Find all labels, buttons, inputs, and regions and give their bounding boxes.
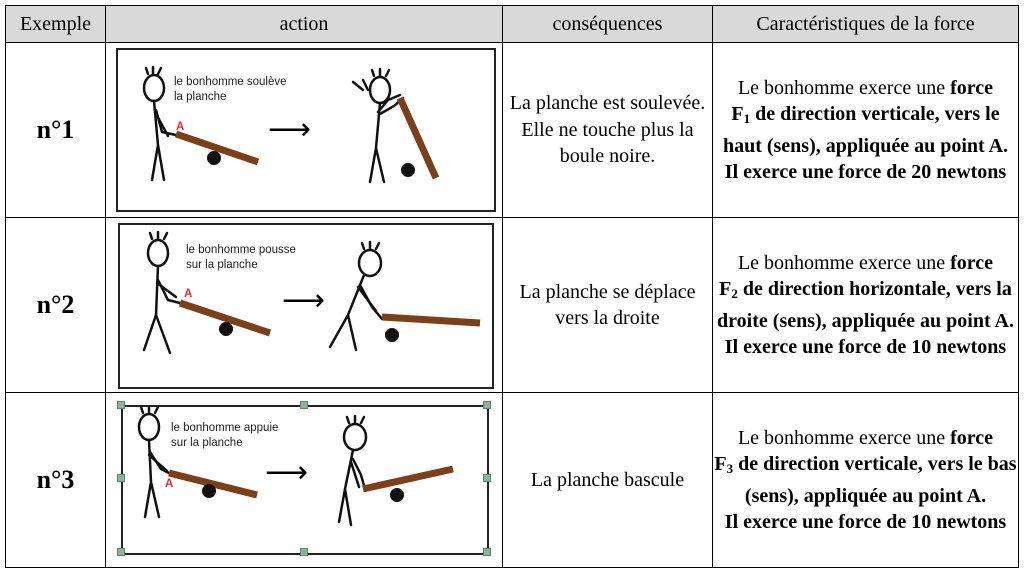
forces-table xyxy=(5,5,1019,568)
arrow-right-icon: ⟶ xyxy=(282,283,326,318)
table-row xyxy=(6,43,1019,218)
action-illustration xyxy=(118,223,494,389)
action-caption: le bonhomme pousse sur la planche xyxy=(186,244,296,271)
action-illustration[interactable] xyxy=(121,405,489,555)
header-consequences: conséquences xyxy=(503,6,713,43)
header-row xyxy=(6,6,1019,43)
table-row xyxy=(6,218,1019,393)
example-number: n°2 xyxy=(6,218,106,393)
action-cell xyxy=(106,218,503,393)
point-a-label: A xyxy=(165,478,174,490)
header-action: action xyxy=(106,6,503,43)
action-caption: le bonhomme soulève la planche xyxy=(174,76,287,103)
consequence-text: La planche se déplace vers la droite xyxy=(503,218,713,393)
example-number: n°1 xyxy=(6,43,106,218)
header-exemple: Exemple xyxy=(6,6,106,43)
consequence-text: La planche bascule xyxy=(503,393,713,568)
resize-handle-right[interactable] xyxy=(483,474,491,482)
example-number: n°3 xyxy=(6,393,106,568)
table-row xyxy=(6,393,1019,568)
action-illustration xyxy=(116,48,496,212)
resize-handle-bottom-left[interactable] xyxy=(117,548,125,556)
force-characteristics: Le bonhomme exerce une force $F_3$ de direction verticale, vers le bas (sens), appliquée au point A. Il exerce une force de 10 newtons xyxy=(713,393,1019,568)
consequence-text: La planche est soulevée. Elle ne touche plus la boule noire. xyxy=(503,43,713,218)
resize-handle-left[interactable] xyxy=(117,474,125,482)
force-characteristics: Le bonhomme exerce une force $F_2$ de direction horizontale, vers la droite (sens), appliquée au point A. Il exerce une force de 10 newtons xyxy=(713,218,1019,393)
resize-handle-bottom[interactable] xyxy=(300,548,308,556)
resize-handle-top-left[interactable] xyxy=(117,401,125,409)
action-caption: le bonhomme appuie sur la planche xyxy=(171,422,279,449)
resize-handle-top-right[interactable] xyxy=(483,401,491,409)
force-characteristics: Le bonhomme exerce une force $F_1$ de direction verticale, vers le haut (sens), appliquée au point A. Il exerce une force de 20 newtons xyxy=(713,43,1019,218)
arrow-right-icon: ⟶ xyxy=(265,455,309,490)
resize-handle-bottom-right[interactable] xyxy=(483,548,491,556)
arrow-right-icon: ⟶ xyxy=(268,112,312,147)
point-a-label: A xyxy=(184,288,193,300)
resize-handle-top[interactable] xyxy=(300,401,308,409)
action-cell xyxy=(106,43,503,218)
action-cell xyxy=(106,393,503,568)
point-a-label: A xyxy=(176,121,185,133)
header-caracteristiques: Caractéristiques de la force xyxy=(713,6,1019,43)
